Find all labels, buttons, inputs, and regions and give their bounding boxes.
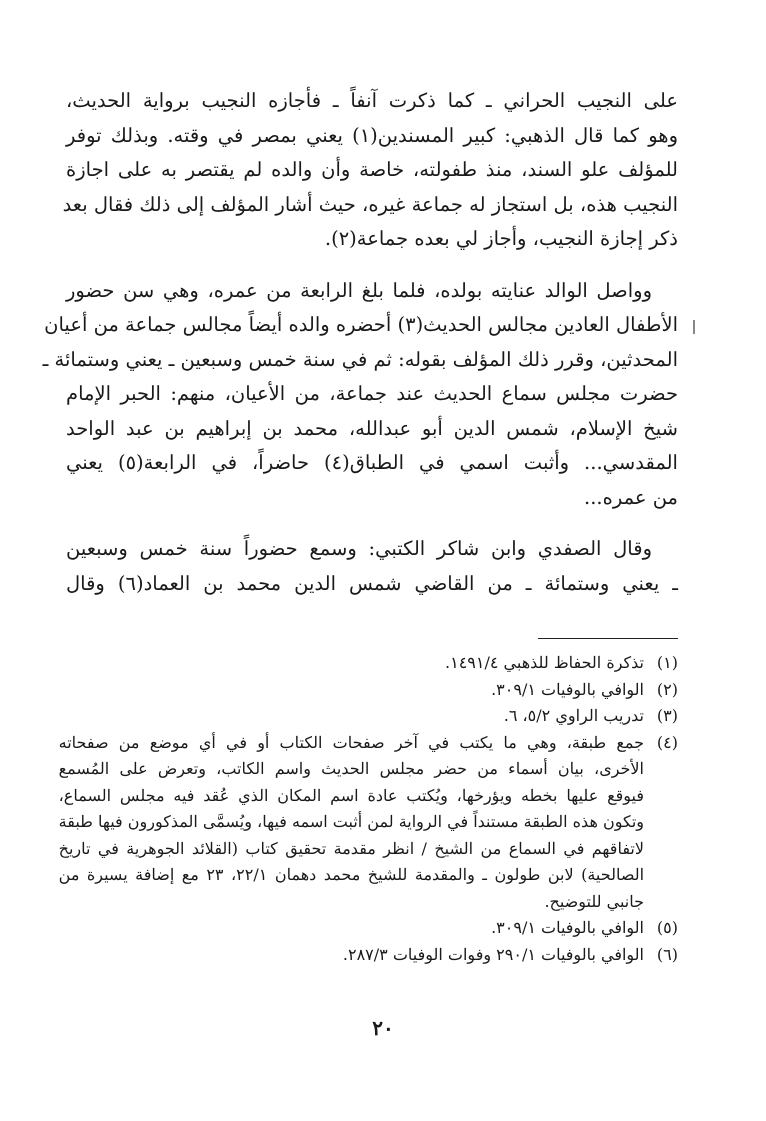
footnote-6 bbox=[66, 942, 678, 969]
footnote-separator bbox=[538, 638, 678, 639]
footnote-number: (٣) bbox=[656, 706, 678, 725]
text-line: وقال الصفدي وابن شاكر الكتبي: وسمع حضوراً سنة خمس وسبعين bbox=[66, 537, 652, 560]
text-line: للمؤلف علو السند، منذ طفولته، خاصة وأن والده لم يقتصر به على اجازة bbox=[66, 158, 678, 181]
footnote-line: وتكون هذه الطبقة مستنداً في الرواية لمن أثبت اسمه فيها، ويُسمَّى المذكورون فيها طبقة bbox=[58, 812, 644, 831]
text-line: وواصل الوالد عنايته بولده، فلما بلغ الرابعة من عمره، وهي سن حضور bbox=[66, 278, 652, 302]
footnote-text: الوافي بالوفيات ٢٩٠/١ وفوات الوفيات ٢٨٧/٣. bbox=[342, 944, 644, 964]
footnote-5 bbox=[66, 915, 678, 942]
footnote-line: جانبي للتوضيح. bbox=[544, 891, 644, 911]
footnote-line: جمع طبقة، وهي ما يكتب في آخر صفحات الكتاب أو في أي موضع من صفحاته bbox=[58, 732, 644, 752]
footnote-number: (٦) bbox=[656, 944, 678, 964]
footnote-line: لاتفاقهم في السماع من الشيخ / انظر مقدمة تحقيق كتاب (القلائد الجوهرية في تاريخ bbox=[58, 838, 644, 858]
footnote-line: الصالحية) لابن طولون ـ والمقدمة للشيخ محمد دهمان ٢٢/١، ٢٣ مع إضافة يسيرة من bbox=[58, 865, 645, 884]
text-line: المقدسي... وأثبت اسمي في الطباق(٤) حاضراً، في الرابعة(٥) يعني bbox=[66, 451, 678, 474]
text-line: الأطفال العادين مجالس الحديث(٣) أحضره والده أيضاً مجالس جماعة من أعيان bbox=[44, 313, 678, 336]
footnote-1 bbox=[66, 650, 678, 677]
footnote-text bbox=[59, 730, 644, 916]
text-line: النجيب هذه، بل استجاز له جماعة غيره، حيث أشار المؤلف إلى ذلك فقال بعد bbox=[62, 192, 678, 216]
footnote-line: الأخرى، بيان أسماء من حضر مجلس الحديث واسم الكاتب، وتعرض على المُسمع bbox=[58, 759, 644, 778]
footnote-4 bbox=[58, 730, 678, 916]
footnote-text: تدريب الراوي ٥/٢، ٦. bbox=[503, 706, 644, 725]
footnote-2 bbox=[66, 677, 678, 704]
footnotes bbox=[58, 650, 678, 968]
text-line: شيخ الإسلام، شمس الدين أبو عبدالله، محمد بن إبراهيم بن عبد الواحد bbox=[66, 416, 678, 440]
text-line: المحدثين، وقرر ذلك المؤلف بقوله: ثم في سنة خمس وسبعين ـ يعني وستمائة ـ bbox=[42, 347, 678, 371]
text-line: ذكر إجازة النجيب، وأجاز لي بعده جماعة(٢). bbox=[324, 227, 678, 250]
text-line: من عمره... bbox=[584, 485, 678, 509]
footnote-number: (١) bbox=[656, 653, 678, 672]
footnote-line: فيوقع عليها بخطه ويؤرخها، ويُكتب عادة اسم المكان الذي عُقد فيه مجلس السماع، bbox=[58, 785, 644, 805]
paragraph-3 bbox=[66, 532, 678, 601]
margin-mark bbox=[693, 320, 695, 334]
text-line: ـ يعني وستمائة ـ من القاضي شمس الدين محمد بن العماد(٦) وقال bbox=[66, 571, 679, 595]
footnote-text: الوافي بالوفيات ٣٠٩/١. bbox=[491, 679, 644, 699]
page-number: ٢٠ bbox=[372, 1016, 394, 1040]
footnote-number: (٤) bbox=[656, 732, 678, 752]
footnote-text: تذكرة الحفاظ للذهبي ١٤٩١/٤. bbox=[445, 653, 644, 672]
footnote-3 bbox=[66, 703, 678, 730]
paragraph-1 bbox=[62, 84, 678, 257]
footnote-number: (٢) bbox=[656, 679, 678, 699]
footnote-number: (٥) bbox=[656, 918, 678, 937]
text-line: على النجيب الحراني ـ كما ذكرت آنفاً ـ فأجازه النجيب برواية الحديث، bbox=[66, 89, 678, 112]
main-text bbox=[42, 84, 679, 618]
footnote-text: الوافي بالوفيات ٣٠٩/١. bbox=[491, 918, 644, 937]
paragraph-2 bbox=[42, 274, 678, 516]
text-line: حضرت مجلس سماع الحديث عند جماعة، من الأعيان، منهم: الحبر الإمام bbox=[66, 382, 678, 405]
text-line: وهو كما قال الذهبي: كبير المسندين(١) يعني بمصر في وقته. وبذلك توفر bbox=[66, 123, 678, 147]
